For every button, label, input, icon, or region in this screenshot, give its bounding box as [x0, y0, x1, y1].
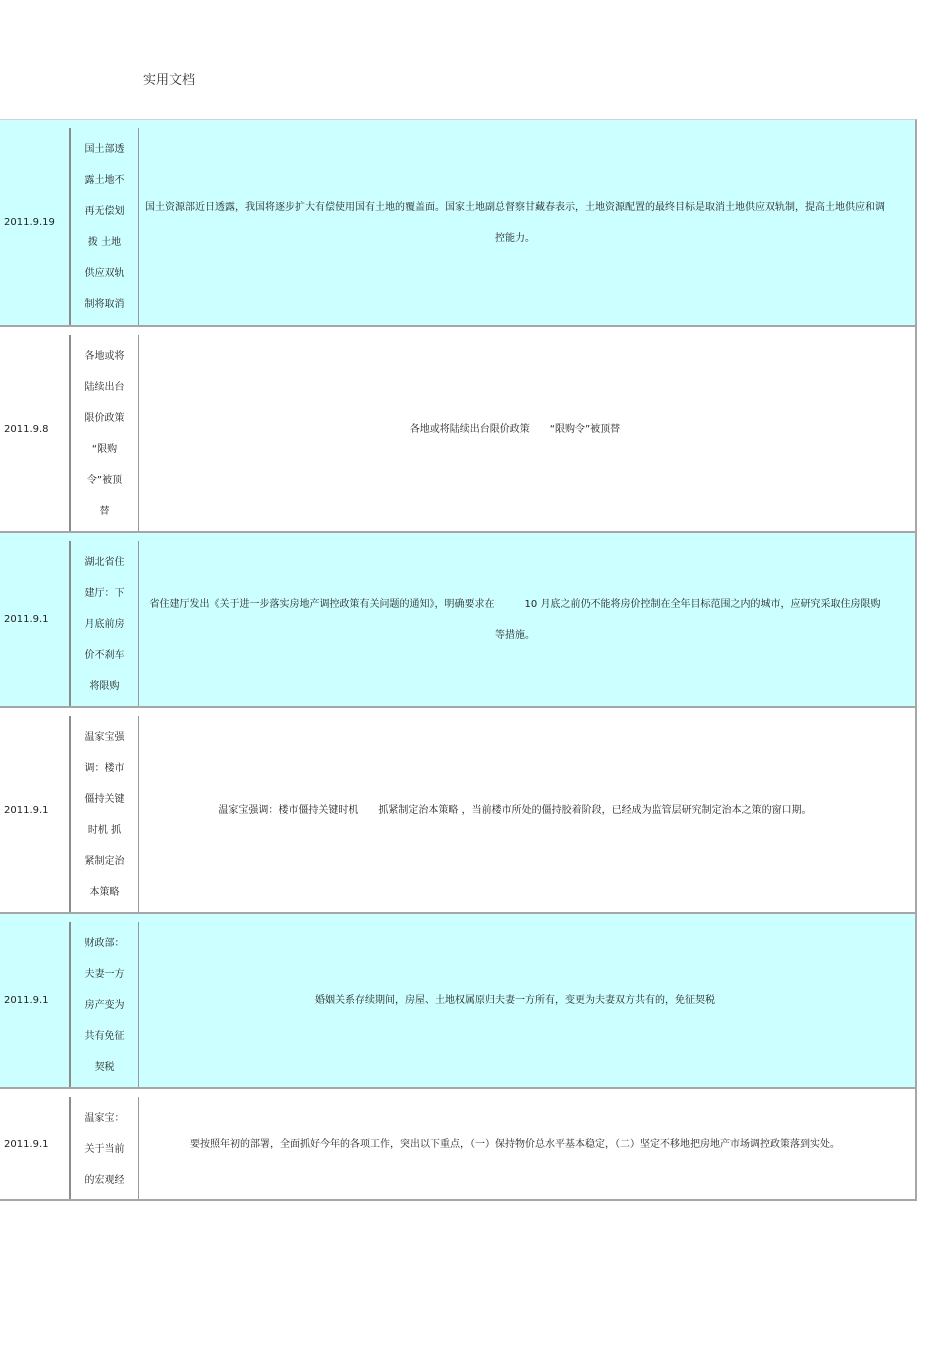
summary-cell: 温家宝强调：楼市僵持关键时机 抓紧制定治本策略 ，当前楼市所处的僵持胶着阶段，已经成为监管层研究制定治本之策的窗口期。	[218, 804, 812, 816]
table-row	[0, 708, 915, 914]
table-row	[0, 120, 915, 327]
document-header-label: 实用文档	[143, 73, 196, 88]
headline-line: 建厅：下	[84, 588, 125, 599]
headline-line: 温家宝：	[84, 1113, 125, 1124]
headline-line: 调：楼市	[84, 763, 125, 774]
table-row	[0, 1089, 915, 1201]
summary-cell: 婚姻关系存续期间，房屋、土地权属原归夫妻一方所有，变更为夫妻双方共有的，免征契税	[315, 995, 715, 1006]
headline-line: 月底前房	[84, 619, 125, 630]
date-cell: 2011.9.8	[4, 423, 49, 435]
table-row	[0, 327, 915, 533]
summary-cell: 各地或将陆续出台限价政策 “限购令”被顶替	[409, 423, 621, 435]
headline-line: 契税	[94, 1062, 115, 1073]
summary-cell: 国土资源部近日透露，我国将逐步扩大有偿使用国有土地的覆盖面。国家土地副总督察甘藏春表示，土地资源配置的最终目标是取消土地供应双轨制，提高土地供应和调控能力。	[145, 201, 885, 244]
date-cell: 2011.9.1	[4, 614, 49, 625]
date-cell: 2011.9.1	[4, 1138, 49, 1150]
headline-line: 陆续出台	[84, 382, 125, 393]
headline-cell	[69, 1097, 139, 1199]
headline-line: 制将取消	[84, 299, 125, 310]
headline-line: 供应双轨	[84, 268, 125, 279]
headline-line: 共有免征	[84, 1031, 125, 1042]
headline-line: 财政部：	[84, 938, 125, 949]
headline-cell	[69, 541, 139, 706]
headline-line: 再无偿划	[84, 206, 125, 217]
summary-cell: 要按照年初的部署，全面抓好今年的各项工作，突出以下重点，（一）保持物价总水平基本稳定，（二）坚定不移地把房地产市场调控政策落到实处。	[190, 1138, 840, 1150]
headline-line: 时机 抓	[87, 825, 122, 836]
headline-line: 替	[99, 506, 110, 517]
headline-line: “限购	[91, 444, 118, 455]
headline-line: 本策略	[89, 887, 120, 898]
table-row	[0, 533, 915, 708]
table-row	[0, 914, 915, 1089]
headline-cell	[69, 922, 139, 1087]
headline-cell	[69, 335, 139, 531]
headline-line: 各地或将	[84, 351, 125, 362]
news-table	[0, 119, 917, 1201]
headline-line: 房产变为	[84, 1000, 125, 1011]
headline-line: 价不刹车	[84, 650, 125, 661]
headline-line: 僵持关键	[84, 794, 125, 805]
headline-line: 关于当前	[84, 1144, 125, 1155]
headline-cell	[69, 716, 139, 912]
headline-line: 国土部透	[84, 144, 125, 155]
headline-line: 温家宝强	[84, 732, 125, 743]
headline-line: 将限购	[89, 681, 120, 692]
headline-line: 紧制定治	[84, 856, 125, 867]
summary-cell: 省住建厅发出《关于进一步落实房地产调控政策有关问题的通知》，明确要求在 10 月底之前仍不能将房价控制在全年目标范围之内的城市，应研究采取住房限购等措施。	[149, 598, 881, 641]
headline-line: 限价政策	[84, 413, 125, 424]
headline-line: 拨 土地	[87, 237, 122, 248]
date-cell: 2011.9.19	[4, 217, 55, 228]
headline-line: 令”被顶	[86, 475, 123, 486]
date-cell: 2011.9.1	[4, 995, 49, 1006]
headline-cell	[69, 128, 139, 325]
headline-line: 湖北省住	[84, 557, 125, 568]
headline-line: 夫妻一方	[84, 969, 125, 980]
date-cell: 2011.9.1	[4, 804, 49, 816]
headline-line: 露土地不	[84, 175, 125, 186]
headline-line: 的宏观经	[84, 1175, 125, 1186]
